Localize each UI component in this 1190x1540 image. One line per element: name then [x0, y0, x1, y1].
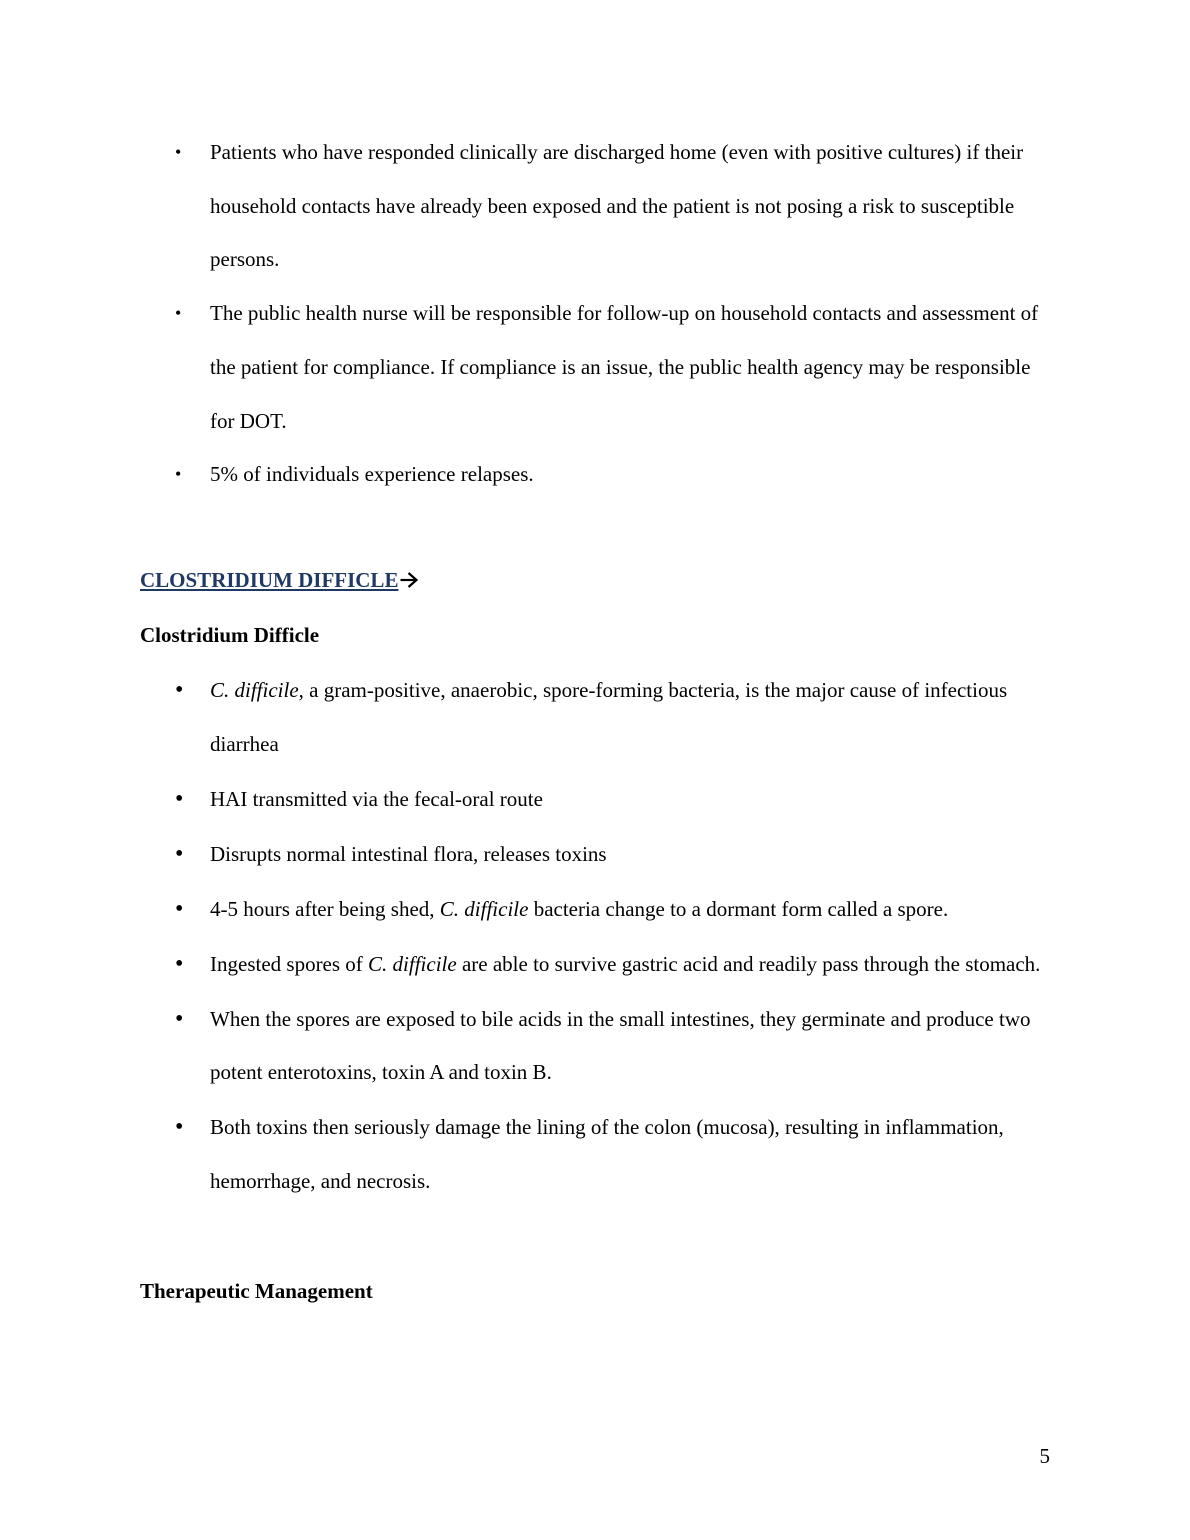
list-item: • When the spores are exposed to bile acids in the small intestines, they germinate and produce two potent enterotoxins, toxin A and toxin B. — [0, 993, 1190, 1100]
list-item: • Disrupts normal intestinal flora, releases toxins — [0, 828, 1190, 882]
bullet-icon: • — [175, 142, 182, 162]
list-item: • Both toxins then seriously damage the lining of the colon (mucosa), resulting in inflammation, hemorrhage, and necrosis. — [0, 1101, 1190, 1208]
bullet-icon: • — [175, 677, 184, 703]
list-item: • The public health nurse will be responsible for follow-up on household contacts and assessment of the patient for compliance. If compliance is an issue, the public health agency may be responsible for DOT. — [0, 287, 1190, 448]
arrow-right-icon — [399, 570, 419, 595]
list-item: • 4-5 hours after being shed, C. difficile bacteria change to a dormant form called a spore. — [0, 883, 1190, 937]
list-item: • C. difficile, a gram-positive, anaerobic, spore-forming bacteria, is the major cause of infectious diarrhea — [0, 664, 1190, 771]
therapeutic-management-heading: Therapeutic Management — [140, 1279, 373, 1303]
organism-name: C. difficile — [368, 951, 457, 976]
section-subheading: Clostridium Difficle — [140, 623, 320, 647]
list-item: • Ingested spores of C. difficile are able to survive gastric acid and readily pass through the stomach. — [0, 938, 1190, 992]
bullet-icon: • — [175, 1114, 184, 1141]
bullet-icon: • — [175, 785, 184, 812]
organism-name: C. difficile — [210, 678, 299, 702]
bullet-icon: • — [175, 303, 182, 324]
bullet-icon: • — [175, 840, 184, 867]
page-number: 5 — [1039, 1444, 1050, 1468]
bullet-icon: • — [175, 1005, 184, 1032]
section-link-label[interactable]: CLOSTRIDIUM DIFFICLE — [140, 568, 399, 592]
bullet-icon: • — [175, 464, 182, 485]
clostridium-difficle-link[interactable] — [140, 568, 419, 595]
tb-discharge-list — [0, 126, 1190, 502]
bullet-icon: • — [175, 895, 184, 922]
organism-name: C. difficile — [439, 896, 529, 921]
bullet-icon: • — [175, 950, 184, 977]
cdiff-facts-list — [0, 664, 1190, 1210]
list-item: • HAI transmitted via the fecal-oral route — [0, 773, 1190, 827]
list-item: • Patients who have responded clinically are discharged home (even with positive cultures) if their household contacts have already been exposed and the patient is not posing a risk to susceptible persons. — [0, 126, 1190, 287]
list-item: • 5% of individuals experience relapses. — [0, 448, 1190, 502]
